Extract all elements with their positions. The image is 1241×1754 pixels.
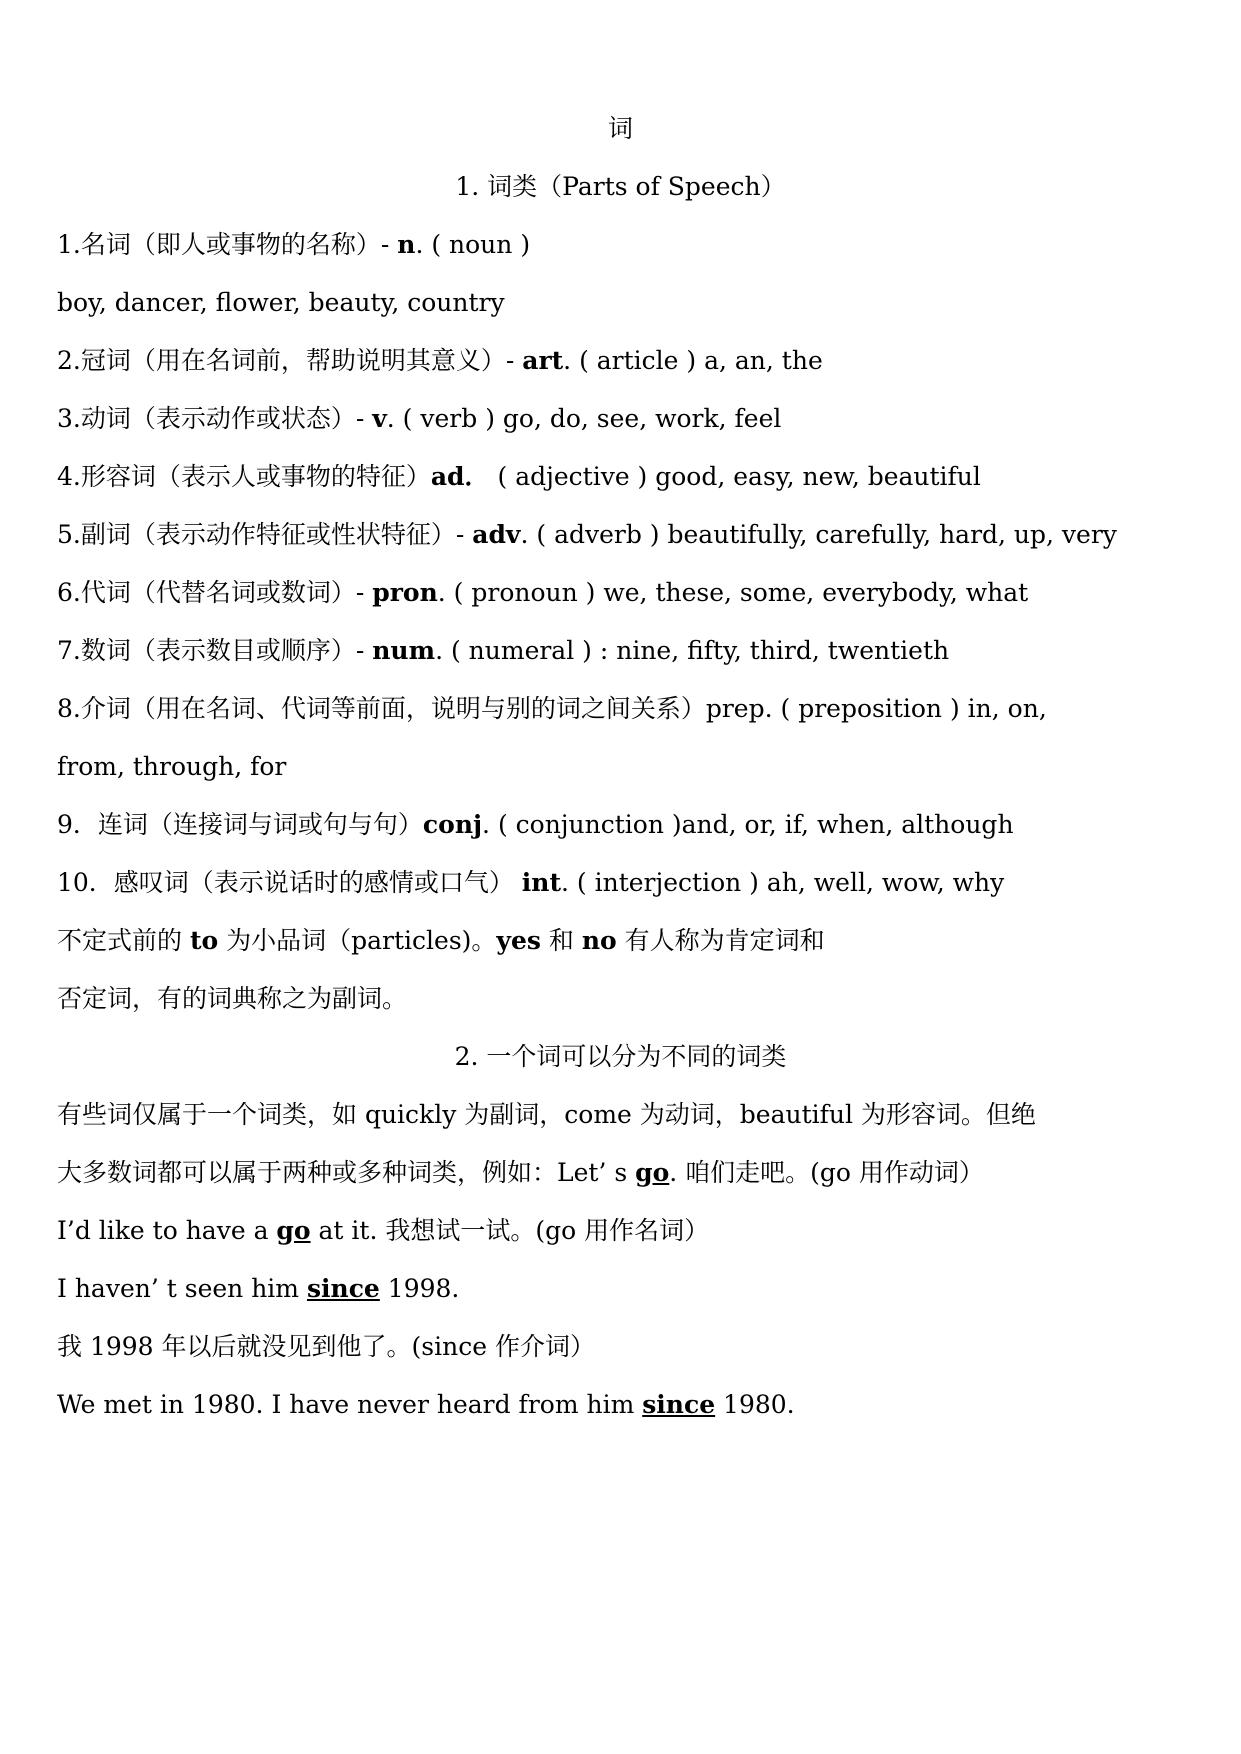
item-text: 8.介词（用在名词、代词等前面，说明与别的词之间关系）prep. ( preposition ) in, on, <box>57 694 1047 723</box>
item-text: 4.形容词（表示人或事物的特征） <box>57 462 431 491</box>
highlighted-word: since <box>306 1274 380 1303</box>
example-text: 1998. <box>379 1274 460 1303</box>
item-text: 10．感叹词（表示说话时的感情或口气） <box>57 868 522 897</box>
item-abbreviation: ad． <box>430 462 490 491</box>
item-text: from, through, for <box>57 752 287 781</box>
item-text: ( adjective ) good, easy, new, beautiful <box>489 462 981 491</box>
example-since-1-translation: 我 1998 年以后就没见到他了。(since 作介词） <box>57 1332 595 1361</box>
page-title: 词 <box>607 114 633 143</box>
item-text: . ( verb ) go, do, see, work, feel <box>386 404 782 433</box>
keyword-no: no <box>581 926 617 955</box>
item-abbreviation: v <box>372 404 387 433</box>
keyword-to: to <box>189 926 219 955</box>
item-text: 6.代词（代替名词或数词）- <box>57 578 373 607</box>
example-go-verb <box>57 1156 984 1190</box>
example-text: . 咱们走吧。(go 用作动词） <box>669 1158 984 1187</box>
particles-note-continued: 否定词，有的词典称之为副词。 <box>57 984 408 1013</box>
item-abbreviation: pron <box>372 578 438 607</box>
item-text: . ( article ) a, an, the <box>563 346 823 375</box>
list-item-noun <box>57 228 530 262</box>
note-text: 和 <box>540 926 582 955</box>
item-abbreviation: conj <box>422 810 483 839</box>
item-text: 1.名词（即人或事物的名称）- <box>57 230 398 259</box>
note-text: 有人称为肯定词和 <box>616 926 825 955</box>
list-item-conjunction <box>57 808 1014 842</box>
list-item-adjective <box>57 460 981 494</box>
list-item-numeral <box>57 634 949 668</box>
list-item-preposition <box>57 692 1047 726</box>
highlighted-word: go <box>276 1216 311 1245</box>
item-text: 9．连词（连接词与词或句与句） <box>57 810 423 839</box>
item-text: . ( adverb ) beautifully, carefully, hard, up, very <box>520 520 1117 549</box>
list-item-adverb <box>57 518 1117 552</box>
list-item-interjection <box>57 866 1004 900</box>
item-text: . ( conjunction )and, or, if, when, although <box>482 810 1014 839</box>
item-abbreviation: art <box>522 346 564 375</box>
example-text: 大多数词都可以属于两种或多种词类，例如：Let’ s <box>57 1158 636 1187</box>
item-abbreviation: int <box>521 868 561 897</box>
section-heading-parts-of-speech: 1. 词类（Parts of Speech） <box>455 172 786 201</box>
section-heading-multiple-classes: 2. 一个词可以分为不同的词类 <box>454 1042 787 1071</box>
item-text: 3.动词（表示动作或状态）- <box>57 404 373 433</box>
example-go-noun <box>57 1214 709 1248</box>
item-text: 7.数词（表示数目或顺序）- <box>57 636 373 665</box>
example-text: I’d like to have a <box>57 1216 277 1245</box>
note-text: 为小品词（particles)。 <box>218 926 497 955</box>
noun-examples <box>57 286 505 320</box>
particles-note <box>57 924 825 958</box>
item-text: . ( interjection ) ah, well, wow, why <box>561 868 1005 897</box>
item-abbreviation: num <box>372 636 436 665</box>
note-text: 不定式前的 <box>57 926 190 955</box>
highlighted-word: go <box>635 1158 670 1187</box>
item-text: 2.冠词（用在名词前，帮助说明其意义）- <box>57 346 523 375</box>
list-item-pronoun <box>57 576 1028 610</box>
example-text: We met in 1980. I have never heard from him <box>57 1390 643 1419</box>
preposition-examples-continued <box>57 750 286 784</box>
list-item-verb <box>57 402 781 436</box>
item-text: boy, dancer, flower, beauty, country <box>57 288 505 317</box>
example-text: 1980. <box>715 1390 795 1419</box>
example-since-1 <box>57 1272 459 1306</box>
item-text: . ( numeral ) : nine, fifty, third, twentieth <box>435 636 950 665</box>
item-abbreviation: n <box>397 230 416 259</box>
item-text: . ( pronoun ) we, these, some, everybody, what <box>437 578 1029 607</box>
example-since-2 <box>57 1388 795 1422</box>
item-abbreviation: adv <box>472 520 521 549</box>
section2-paragraph: 有些词仅属于一个词类，如 quickly 为副词，come 为动词，beautiful 为形容词。但绝 <box>57 1100 1036 1129</box>
item-text: . ( noun ) <box>415 230 531 259</box>
list-item-article <box>57 344 823 378</box>
item-text: 5.副词（表示动作特征或性状特征）- <box>57 520 473 549</box>
example-text: I haven’ t seen him <box>57 1274 307 1303</box>
example-text: at it. 我想试一试。(go 用作名词） <box>310 1216 710 1245</box>
keyword-yes: yes <box>496 926 541 955</box>
highlighted-word: since <box>642 1390 716 1419</box>
